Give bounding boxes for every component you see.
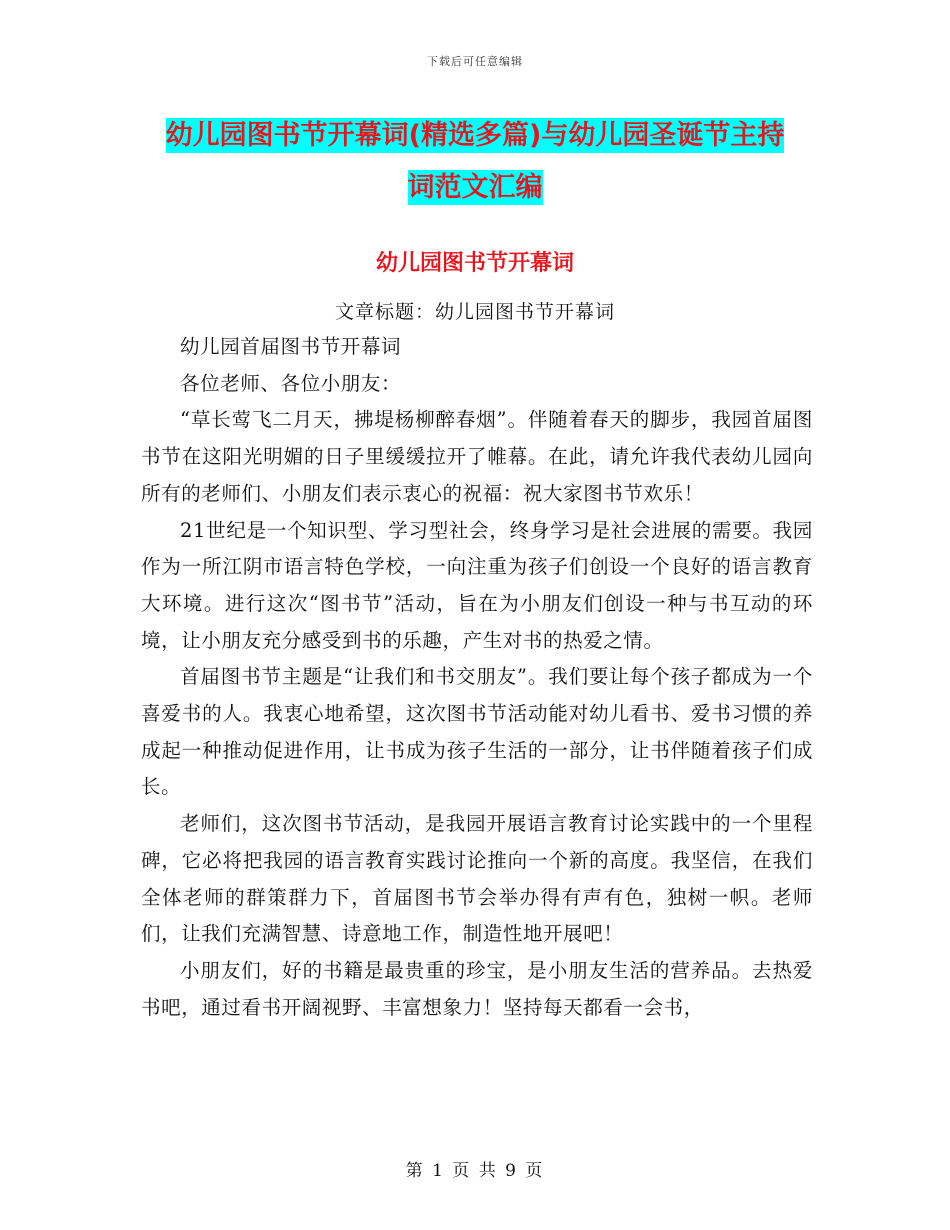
document-title [140,110,810,214]
section-title: 幼儿园图书节开幕词 [375,251,574,276]
page-footer-page-number: 第 1 页 共 9 页 [405,1161,545,1181]
body-paragraph: 小朋友们，好的书籍是最贵重的珍宝，是小朋友生活的营养品。去热爱书吧，通过看书开阔视野、丰富想象力！坚持每天都看一会书， [141,958,813,1019]
document-body [141,329,813,1026]
body-paragraph: 21世纪是一个知识型、学习型社会，终身学习是社会进展的需要。我园作为一所江阴市语言特色学校，一向注重为孩子们创设一个良好的语言教育大环境。进行这次“图书节”活动，旨在为小朋友们创设一种与书互动的环境，让小朋友充分感受到书的乐趣，产生对书的热爱之情。 [141,518,813,652]
document-title-line-1: 幼儿园图书节开幕词(精选多篇)与幼儿园圣诞节主持 [165,120,785,151]
body-paragraph: 老师们，这次图书节活动，是我园开展语言教育讨论实践中的一个里程碑，它必将把我园的语言教育实践讨论推向一个新的高度。我坚信，在我们全体老师的群策群力下，首届图书节会举办得有声有色，独树一帜。老师们，让我们充满智慧、诗意地工作，制造性地开展吧！ [141,812,813,946]
body-paragraph: 首届图书节主题是“让我们和书交朋友”。我们要让每个孩子都成为一个喜爱书的人。我衷心地希望，这次图书节活动能对幼儿看书、爱书习惯的养成起一种推动促进作用，让书成为孩子生活的一部分，让书伴随着孩子们成长。 [141,665,813,799]
paragraph-heading: 幼儿园首届图书节开幕词 [180,335,402,358]
paragraph-salutation: 各位老师、各位小朋友： [180,371,402,395]
document-title-line-2: 词范文汇编 [407,172,543,203]
page-header-note: 下载后可任意编辑 [427,55,523,68]
article-title-label: 文章标题：幼儿园图书节开幕词 [334,301,615,323]
body-paragraph: “草长莺飞二月天，拂堤杨柳醉春烟”。伴随着春天的脚步，我园首届图书节在这阳光明媚的日子里缓缓拉开了帷幕。在此，请允许我代表幼儿园向所有的老师们、小朋友们表示衷心的祝福：祝大家图书节欢乐！ [141,408,813,505]
